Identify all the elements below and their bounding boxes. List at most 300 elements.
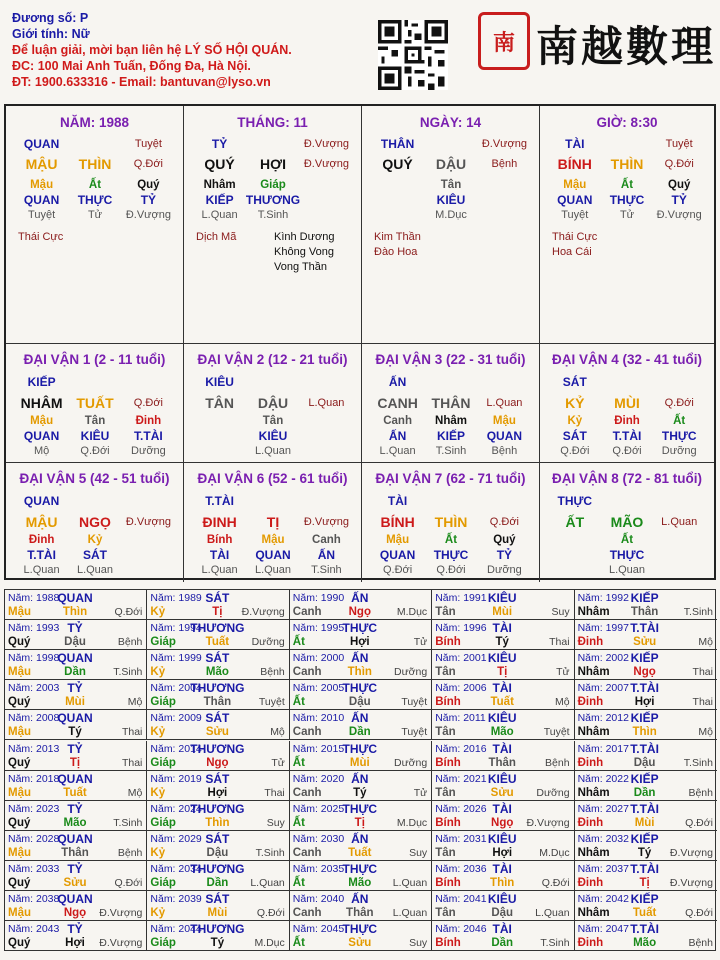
hidden-phase-label: L.Quan <box>254 445 292 457</box>
year-phase-label: Dưỡng <box>251 636 285 649</box>
year-phase-label: Dưỡng <box>394 756 428 769</box>
year-cell <box>147 590 289 620</box>
stem-branch-label: ĐINH <box>202 514 237 530</box>
year-god-label: QUAN <box>57 892 93 906</box>
year-phase-label: Tử <box>413 786 428 799</box>
year-label: Năm: 2019 <box>150 772 202 785</box>
year-stem-label: Ất <box>292 937 305 950</box>
year-cell <box>432 771 574 801</box>
hidden-stem-label: Quý <box>668 179 691 191</box>
hidden-god-label: SÁT <box>83 548 107 562</box>
hidden-stem-label: Ất <box>620 179 634 191</box>
year-god-label: ẤN <box>351 711 369 726</box>
year-branch-label: Thân <box>61 846 89 859</box>
hidden-god-label: QUAN <box>255 548 291 562</box>
year-stem-label: Kỷ <box>150 846 166 859</box>
year-stem-label: Giáp <box>150 937 176 950</box>
year-label: Năm: 2020 <box>292 772 345 785</box>
branch-phase-label: Q.Đới <box>133 158 163 170</box>
hidden-phase-label: Q.Đới <box>382 564 413 576</box>
year-god-label: KIÊU <box>487 831 517 846</box>
year-branch-label: Tị <box>639 876 650 889</box>
year-stem-label: Mậu <box>8 846 31 859</box>
year-stem-label: Bính <box>435 937 461 950</box>
year-cell <box>5 680 147 710</box>
year-phase-label: Q.Đới <box>685 816 713 829</box>
year-branch-label: Thân <box>203 696 232 709</box>
year-stem-label: Bính <box>435 876 461 889</box>
year-phase-label: T.Sinh <box>113 666 143 679</box>
year-phase-label: Đ.Vượng <box>241 606 285 618</box>
year-god-label: SÁT <box>205 711 230 726</box>
hidden-stem-label: Mậu <box>563 179 587 191</box>
year-cell <box>147 741 289 771</box>
year-branch-label: Thìn <box>205 816 230 829</box>
year-branch-label: Mão <box>348 876 372 889</box>
year-cell <box>147 771 289 801</box>
year-branch-label: Tị <box>212 606 223 618</box>
year-label: Năm: 2031 <box>435 832 487 845</box>
year-stem-label: Quý <box>8 756 31 769</box>
hidden-phase-label: Tuyệt <box>28 209 56 221</box>
hidden-god-label: SÁT <box>562 429 587 443</box>
year-label: Năm: 2000 <box>292 652 345 665</box>
hidden-stem-label: Đinh <box>28 534 55 546</box>
year-god-label: T.TÀI <box>630 801 659 816</box>
hidden-stem-label: Giáp <box>260 179 286 191</box>
year-label: Năm: 2006 <box>435 682 487 695</box>
year-stem-label: Quý <box>8 937 31 950</box>
address-line: ĐC: 100 Mai Anh Tuấn, Đống Đa, Hà Nội. <box>12 59 251 73</box>
year-label: Năm: 1998 <box>8 652 60 665</box>
pillar-heading: GIỜ: 8:30 <box>596 115 658 130</box>
year-cell <box>575 801 717 831</box>
year-branch-label: Dần <box>633 786 656 799</box>
year-phase-label: L.Quan <box>250 876 285 889</box>
year-stem-label: Tân <box>435 786 456 799</box>
branch-phase-label: Đ.Vượng <box>303 158 349 170</box>
year-stem-label: Tân <box>435 846 456 859</box>
year-branch-label: Ngọ <box>633 666 656 679</box>
year-phase-label: Đ.Vượng <box>99 907 143 919</box>
pillar-heading: NĂM: 1988 <box>59 115 130 130</box>
year-phase-label: Tuyệt <box>401 726 428 739</box>
year-branch-label: Sửu <box>205 726 229 739</box>
year-god-label: KIÊU <box>487 591 517 605</box>
year-label: Năm: 2012 <box>577 712 629 725</box>
year-label: Năm: 2027 <box>577 802 629 815</box>
hidden-stem-label: Ất <box>620 534 634 546</box>
year-cell <box>290 710 432 740</box>
year-branch-label: Sửu <box>348 937 372 950</box>
hidden-phase-label: Q.Đới <box>612 445 642 457</box>
year-god-label: TỶ <box>67 861 83 876</box>
year-label: Năm: 2032 <box>577 832 629 845</box>
year-label: Năm: 2036 <box>435 862 487 875</box>
year-branch-label: Thìn <box>490 876 515 889</box>
qr-code-icon <box>378 20 448 90</box>
year-label: Năm: 2038 <box>8 893 60 905</box>
dai-van-cell <box>184 463 362 582</box>
dai-van-cell <box>540 344 714 463</box>
branch-phase-label: Q.Đới <box>664 397 694 409</box>
hidden-god-label: THƯƠNG <box>245 193 301 207</box>
year-stem-label: Kỷ <box>150 907 166 919</box>
year-god-label: THỰC <box>342 621 378 636</box>
year-god-label: ẤN <box>351 771 369 786</box>
year-phase-label: Tử <box>413 636 428 649</box>
stem-branch-label: KỶ <box>565 395 585 411</box>
year-cell <box>5 771 147 801</box>
stem-branch-label: DẬU <box>435 156 467 172</box>
year-god-label: THƯƠNG <box>190 741 245 756</box>
phone-email-line[interactable]: ĐT: 1900.633316 - Email: bantuvan@lyso.vn <box>12 75 271 89</box>
year-phase-label: Thai <box>264 786 285 799</box>
hidden-stem-label: Tân <box>84 415 106 427</box>
year-god-label: THỰC <box>342 861 378 876</box>
dai-van-god-label: SÁT <box>562 375 587 389</box>
hidden-phase-label: Q.Đới <box>80 445 110 457</box>
year-stem-label: Mậu <box>8 606 31 618</box>
year-branch-label: Mùi <box>65 696 85 709</box>
hidden-stem-label: Nhâm <box>435 415 467 427</box>
year-god-label: SÁT <box>205 892 230 906</box>
year-phase-label: Thai <box>549 636 570 649</box>
stem-god-label: TỶ <box>211 137 228 151</box>
year-stem-label: Mậu <box>8 786 31 799</box>
year-cell <box>575 741 717 771</box>
hidden-god-label: KIÊU <box>80 429 110 443</box>
year-stem-label: Canh <box>292 726 322 739</box>
year-stem-label: Nhâm <box>577 907 610 919</box>
year-phase-label: Thai <box>121 726 143 739</box>
pillar-heading: NGÀY: 14 <box>419 115 482 130</box>
year-cell <box>432 620 574 650</box>
hidden-phase-label: L.Quan <box>379 445 416 457</box>
year-stem-label: Bính <box>435 816 461 829</box>
year-phase-label: Dưỡng <box>536 786 570 799</box>
stem-branch-label: TUẤT <box>76 395 114 411</box>
year-cell <box>432 650 574 680</box>
hidden-god-label: TỶ <box>496 548 513 562</box>
hidden-god-label: QUAN <box>486 429 523 443</box>
year-stem-label: Ất <box>292 696 305 709</box>
hidden-stem-label: Canh <box>383 415 412 427</box>
shensha-note: Kình Dương <box>274 231 335 243</box>
stem-branch-label: TỊ <box>266 514 280 530</box>
year-cell <box>290 861 432 891</box>
hidden-stem-label: Quý <box>493 534 516 546</box>
year-god-label: SÁT <box>205 771 230 786</box>
year-god-label: TÀI <box>492 621 512 636</box>
year-label: Năm: 1990 <box>292 592 345 604</box>
dai-van-god-label: ẤN <box>388 375 407 389</box>
year-cell <box>432 710 574 740</box>
year-god-label: QUAN <box>57 771 93 786</box>
hidden-stem-label: Tân <box>262 415 284 427</box>
dai-van-cell <box>6 463 184 582</box>
year-phase-label: Bệnh <box>545 756 570 769</box>
hidden-phase-label: Q.Đới <box>436 564 466 576</box>
year-cell <box>147 620 289 650</box>
year-stem-label: Giáp <box>150 756 176 769</box>
year-branch-label: Thìn <box>347 666 372 679</box>
year-stem-label: Quý <box>8 636 31 649</box>
year-phase-label: L.Quan <box>392 907 428 919</box>
year-branch-label: Dậu <box>633 756 656 769</box>
year-phase-label: Suy <box>266 816 285 829</box>
red-seal-icon: 南 <box>478 12 530 70</box>
year-phase-label: Bệnh <box>688 937 713 950</box>
branch-phase-label: Bệnh <box>491 158 518 170</box>
year-label: Năm: 1995 <box>292 622 345 635</box>
year-label: Năm: 2021 <box>435 772 487 785</box>
year-god-label: KIẾP <box>630 651 659 666</box>
year-branch-label: Hợi <box>492 846 513 859</box>
hidden-god-label: TÀI <box>209 548 230 562</box>
year-label: Năm: 2023 <box>8 802 60 815</box>
hidden-phase-label: M.Dục <box>435 209 467 221</box>
year-god-label: T.TÀI <box>630 681 659 696</box>
year-god-label: SÁT <box>205 591 230 605</box>
hidden-phase-label: Tuyệt <box>561 209 589 221</box>
year-stem-label: Tân <box>435 907 456 919</box>
dai-van-god-label: QUAN <box>23 494 60 508</box>
year-label: Năm: 2008 <box>8 712 60 725</box>
year-label: Năm: 2003 <box>8 682 60 695</box>
year-cell <box>575 680 717 710</box>
year-cell <box>5 801 147 831</box>
year-branch-label: Tuất <box>490 696 514 709</box>
year-god-label: ẤN <box>351 651 369 666</box>
year-branch-label: Mùi <box>349 756 370 769</box>
year-label: Năm: 2039 <box>150 893 202 905</box>
shensha-note: Kim Thần <box>374 231 421 243</box>
year-god-label: SÁT <box>205 651 230 666</box>
year-god-label: TÀI <box>492 681 512 696</box>
year-god-label: THƯƠNG <box>190 801 245 816</box>
hidden-god-label: KIÊU <box>258 429 288 443</box>
year-branch-label: Ngọ <box>206 756 229 769</box>
year-label: Năm: 2014 <box>150 742 202 755</box>
hidden-phase-label: L.Quan <box>201 564 238 576</box>
year-branch-label: Tị <box>69 756 81 769</box>
year-phase-label: T.Sinh <box>540 937 570 950</box>
stem-branch-label: NGỌ <box>79 514 111 530</box>
year-label: Năm: 2009 <box>150 712 202 725</box>
stem-branch-label: MẬU <box>25 514 58 530</box>
dai-van-heading: ĐẠI VẬN 5 (42 - 51 tuổi) <box>19 471 170 486</box>
year-branch-label: Ngọ <box>491 816 514 829</box>
hidden-stem-label: Mậu <box>261 534 285 546</box>
year-branch-label: Mão <box>490 726 514 739</box>
year-branch-label: Sửu <box>490 786 514 799</box>
year-stem-label: Mậu <box>8 666 31 679</box>
year-stem-label: Kỷ <box>150 726 166 739</box>
year-god-label: KIẾP <box>630 831 659 846</box>
year-label: Năm: 2022 <box>577 772 629 785</box>
year-phase-label: Q.Đới <box>256 907 285 919</box>
year-god-label: ẤN <box>351 892 369 906</box>
year-stem-label: Nhâm <box>577 606 610 618</box>
year-label: Năm: 2042 <box>577 893 629 905</box>
year-cell <box>147 921 289 951</box>
year-cell <box>290 620 432 650</box>
year-label: Năm: 2026 <box>435 802 487 815</box>
year-label: Năm: 2004 <box>150 682 202 695</box>
gioi-tinh: Giới tính: Nữ <box>12 27 90 41</box>
year-stem-label: Bính <box>435 636 461 649</box>
hidden-phase-label: Bệnh <box>491 445 518 457</box>
year-branch-label: Tý <box>210 937 225 950</box>
hidden-god-label: KIẾP <box>205 193 234 207</box>
year-cell <box>290 741 432 771</box>
dai-van-cell <box>6 344 184 463</box>
year-stem-label: Bính <box>435 696 461 709</box>
year-label: Năm: 2001 <box>435 652 487 665</box>
year-stem-label: Canh <box>292 606 322 618</box>
stem-branch-label: ẤT <box>565 514 585 530</box>
year-cell <box>5 861 147 891</box>
year-branch-label: Dậu <box>491 907 514 919</box>
year-stem-label: Canh <box>292 786 322 799</box>
stem-god-label: THÂN <box>380 137 415 151</box>
year-branch-label: Thân <box>488 756 516 769</box>
hidden-stem-label: Mậu <box>492 415 516 427</box>
hidden-stem-label: Mậu <box>30 415 54 427</box>
year-label: Năm: 2035 <box>292 862 345 875</box>
year-god-label: THỰC <box>342 741 378 756</box>
year-cell <box>5 620 147 650</box>
year-branch-label: Mão <box>205 666 229 679</box>
year-cell <box>290 771 432 801</box>
year-phase-label: L.Quan <box>535 907 570 919</box>
year-god-label: THƯƠNG <box>190 861 245 876</box>
year-cell <box>290 921 432 951</box>
year-god-label: THỰC <box>342 922 378 937</box>
year-label: Năm: 2045 <box>292 923 345 936</box>
year-label: Năm: 2029 <box>150 832 202 845</box>
year-label: Năm: 2046 <box>435 923 487 936</box>
year-stem-label: Ất <box>292 756 305 769</box>
year-label: Năm: 1989 <box>150 592 202 604</box>
stem-branch-label: THÂN <box>431 395 471 411</box>
hidden-god-label: THỰC <box>77 193 113 207</box>
brand-logo <box>478 8 717 78</box>
stem-branch-label: QUÝ <box>204 156 235 172</box>
hidden-stem-label: Ất <box>88 179 102 191</box>
header-info <box>12 10 372 90</box>
year-cell <box>147 650 289 680</box>
year-cell <box>290 650 432 680</box>
year-label: Năm: 2041 <box>435 893 487 905</box>
hidden-phase-label: Q.Đới <box>560 445 590 457</box>
hidden-god-label: THỰC <box>433 548 469 562</box>
year-cell <box>5 590 147 620</box>
year-branch-label: Tuất <box>63 786 87 799</box>
year-cell <box>432 741 574 771</box>
hidden-god-label: TỶ <box>671 193 687 207</box>
annual-cycle-grid <box>4 589 716 951</box>
year-stem-label: Đinh <box>577 876 604 889</box>
year-stem-label: Giáp <box>150 876 176 889</box>
hidden-god-label: QUAN <box>23 429 60 443</box>
year-cell <box>290 831 432 861</box>
year-stem-label: Kỷ <box>150 606 166 618</box>
year-stem-label: Mậu <box>8 907 31 919</box>
year-branch-label: Dậu <box>206 846 229 859</box>
hidden-phase-label: T.Sinh <box>257 209 289 221</box>
year-phase-label: T.Sinh <box>255 846 285 859</box>
hidden-god-label: THỰC <box>609 193 645 207</box>
hidden-stem-label: Bính <box>206 534 233 546</box>
shensha-note: Dịch Mã <box>196 231 237 243</box>
year-cell <box>147 891 289 921</box>
year-branch-label: Thân <box>346 907 374 919</box>
shensha-note: Đào Hoa <box>374 246 418 258</box>
year-god-label: TỶ <box>67 621 83 636</box>
year-phase-label: Q.Đới <box>114 876 143 889</box>
hidden-stem-label: Nhâm <box>203 179 236 191</box>
year-phase-label: Tử <box>271 756 285 769</box>
year-label: Năm: 1997 <box>577 622 629 635</box>
year-branch-label: Tuất <box>348 846 372 859</box>
year-cell <box>575 590 717 620</box>
hidden-phase-label: T.Sinh <box>435 445 467 457</box>
year-phase-label: T.Sinh <box>683 756 713 769</box>
dai-van-cell <box>362 344 540 463</box>
year-phase-label: Mộ <box>698 636 713 649</box>
year-stem-label: Tân <box>435 726 456 739</box>
year-branch-label: Hợi <box>207 786 228 799</box>
year-god-label: THỰC <box>342 801 378 816</box>
year-cell <box>147 680 289 710</box>
year-cell <box>5 710 147 740</box>
pillar-cell <box>184 106 362 344</box>
year-stem-label: Giáp <box>150 696 176 709</box>
year-label: Năm: 2044 <box>150 923 202 936</box>
hidden-stem-label: Canh <box>312 534 341 546</box>
year-branch-label: Mùi <box>492 606 513 618</box>
hidden-phase-label: Tử <box>619 209 635 221</box>
year-cell <box>147 801 289 831</box>
year-cell <box>290 801 432 831</box>
year-cell <box>290 590 432 620</box>
year-label: Năm: 1994 <box>150 622 202 635</box>
year-god-label: TỶ <box>67 681 83 696</box>
hidden-phase-label: L.Quan <box>23 564 60 576</box>
dai-van-heading: ĐẠI VẬN 1 (2 - 11 tuổi) <box>23 352 166 367</box>
year-label: Năm: 2040 <box>292 893 345 905</box>
year-phase-label: M.Dục <box>254 937 285 950</box>
dai-van-god-label: THỰC <box>557 494 593 508</box>
year-phase-label: Đ.Vượng <box>99 937 143 950</box>
year-god-label: KIÊU <box>487 711 517 726</box>
year-branch-label: Dần <box>348 726 371 739</box>
year-god-label: THƯƠNG <box>190 621 245 636</box>
year-branch-label: Tý <box>353 786 367 799</box>
stem-branch-label: DẬU <box>257 395 289 411</box>
stem-phase-label: Tuyệt <box>665 138 693 150</box>
hidden-stem-label: Quý <box>137 179 160 191</box>
dai-van-heading: ĐẠI VẬN 4 (32 - 41 tuổi) <box>551 352 703 367</box>
branch-phase-label: L.Quan <box>486 397 523 409</box>
year-label: Năm: 2002 <box>577 652 629 665</box>
year-cell <box>575 831 717 861</box>
year-branch-label: Dậu <box>64 636 86 649</box>
year-stem-label: Đinh <box>577 756 604 769</box>
stem-branch-label: THÌN <box>610 156 644 172</box>
